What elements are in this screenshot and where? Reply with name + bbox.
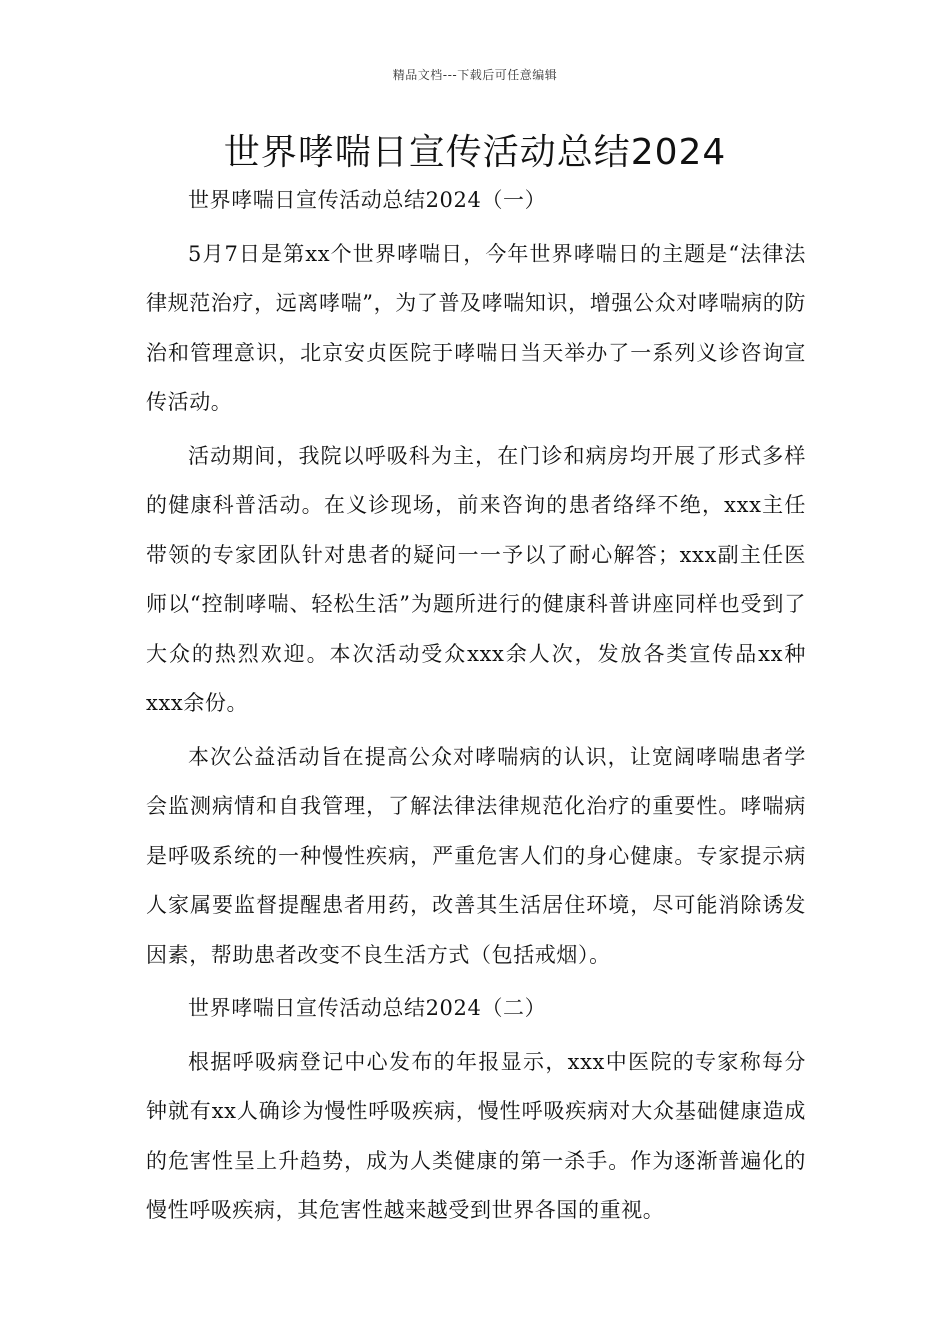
document-body [146,176,806,1240]
section-heading-1: 世界哮喘日宣传活动总结2024（一） [188,188,547,212]
document-title: 世界哮喘日宣传活动总结2024 [223,132,727,173]
header-note: 精品文档---下载后可任意编辑 [392,68,558,82]
paragraph: 根据呼吸病登记中心发布的年报显示，xxx中医院的专家称每分钟就有xx人确诊为慢性呼吸疾病，慢性呼吸疾病对大众基础健康造成的危害性呈上升趋势，成为人类健康的第一杀手。作为逐渐普遍化的慢性呼吸疾病，其危害性越来越受到世界各国的重视。 [146,1049,806,1222]
paragraph: 本次公益活动旨在提高公众对哮喘病的认识，让宽阔哮喘患者学会监测病情和自我管理，了解法律法律规范化治疗的重要性。哮喘病是呼吸系统的一种慢性疾病，严重危害人们的身心健康。专家提示病人家属要监督提醒患者用药，改善其生活居住环境，尽可能消除诱发因素，帮助患者改变不良生活方式（包括戒烟）。 [146,744,806,967]
paragraph: 活动期间，我院以呼吸科为主，在门诊和病房均开展了形式多样的健康科普活动。在义诊现场，前来咨询的患者络绎不绝，xxx主任带领的专家团队针对患者的疑问一一予以了耐心解答；xxx副主任医师以“控制哮喘、轻松生活”为题所进行的健康科普讲座同样也受到了大众的热烈欢迎。本次活动受众xxx余人次，发放各类宣传品xx种xxx余份。 [146,443,806,715]
paragraph: 5月7日是第xx个世界哮喘日，今年世界哮喘日的主题是“法律法律规范治疗，远离哮喘”，为了普及哮喘知识，增强公众对哮喘病的防治和管理意识，北京安贞医院于哮喘日当天举办了一系列义诊咨询宣传活动。 [146,241,806,414]
section-heading-2: 世界哮喘日宣传活动总结2024（二） [188,996,547,1020]
